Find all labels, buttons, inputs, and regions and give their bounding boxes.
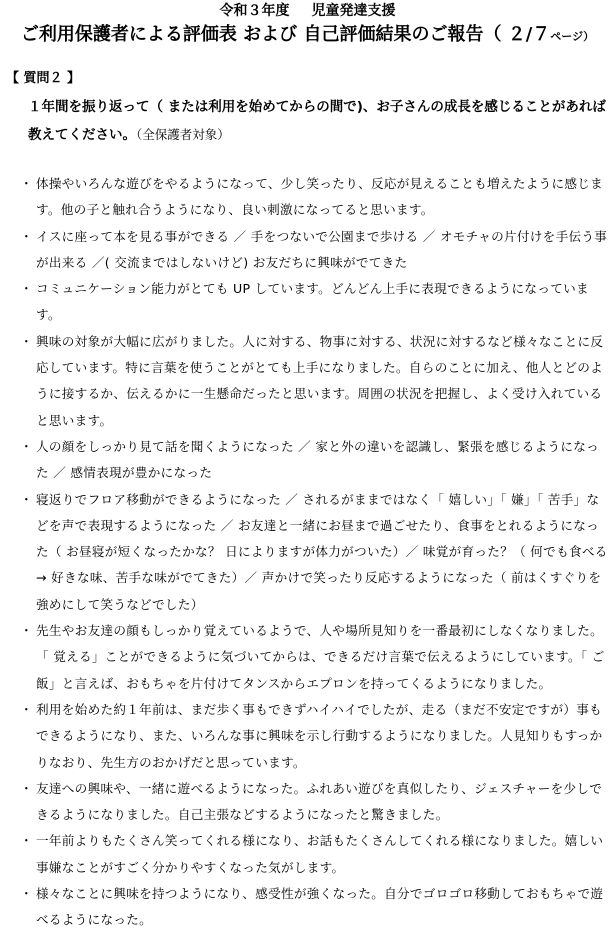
answer-item	[6, 224, 609, 277]
answer-text: コミュニケーション能力がとても UP しています。どんどん上手に表現できるようになっています。	[36, 281, 589, 323]
answer-item	[6, 697, 609, 776]
answer-item	[6, 487, 609, 618]
answer-item	[6, 276, 609, 329]
answer-item	[6, 434, 609, 487]
report-header	[0, 2, 615, 49]
answer-item	[6, 828, 609, 881]
answer-text: イスに座って本を見る事ができる ／ 手をつないで公園まで歩ける ／ オモチャの片付けを手伝う事が出来る ／( 交流まではしないけど) お友だちに興味がでてきた	[36, 228, 608, 270]
bullet-mark: ・	[20, 438, 33, 454]
bullet-mark: ・	[20, 701, 33, 717]
service-name: 児童発達支援	[311, 3, 396, 19]
question-text-main: 教えてください。	[28, 127, 136, 143]
answer-text: 興味の対象が大幅に広がりました。人に対する、物事に対する、状況に対するなど様々なことに反応しています。特に言葉を使うことがとても上手になりました。自らのことに加え、他人とどのように接するか、伝えるかに一生懸命だったと思います。周囲の状況を把握し、よく受け入れていると思います。	[36, 333, 604, 428]
answer-text: 様々なことに興味を持つようになり、感受性が強くなった。自分でゴロゴロ移動しておもちゃで遊べるようになった。	[36, 886, 604, 928]
answer-text: 体操やいろんな遊びをやるようになって、少し笑ったり、反応が見えることも増えたように感じます。他の子と触れ合うようになり、良い刺激になってると思います。	[36, 176, 604, 218]
bullet-mark: ・	[20, 228, 33, 244]
answer-item	[6, 171, 609, 224]
answer-item	[6, 329, 609, 434]
question-text-line1: １年間を振り返って（ または利用を始めてからの間で)、お子さんの成長を感じることがあれば	[28, 99, 606, 115]
bullet-mark: ・	[20, 886, 33, 902]
question-text-line2	[28, 121, 609, 149]
bullet-mark: ・	[20, 833, 33, 849]
answer-text: 一年前よりもたくさん笑ってくれる様になり、お話もたくさんしてくれる様になりました。嬉しい事嫌なことがすごく分かりやすくなった気がします。	[36, 833, 604, 875]
bullet-mark: ・	[20, 491, 33, 507]
answer-item	[6, 618, 609, 697]
question-target-note: （全保護者対象）	[136, 127, 230, 142]
question-text	[28, 94, 609, 149]
answer-item	[6, 881, 609, 934]
bullet-mark: ・	[20, 176, 33, 191]
answer-text: 利用を始めた約１年前は、まだ歩く事もできずハイハイでしたが、走る（まだ不安定ですが）事もできるようになり、また、いろんな事に興味を示し行動するようになりました。人見知りもすっかりなおり、先生方のおかげだと思っています。	[36, 701, 603, 770]
fiscal-year: 令和３年度	[219, 3, 290, 19]
bullet-mark: ・	[20, 623, 33, 639]
answer-text: 先生やお友達の顔もしっかり覚えているようで、人や場所見知りを一番最初にしなくなりました。「 覚える」ことができるように気づいてからは、できるだけ言葉で伝えるようにしています。「 ご飯」と言えば、おもちゃを片付けてタンスからエプロンを持ってくるようになりました。	[36, 623, 605, 691]
bullet-mark: ・	[20, 333, 33, 349]
answer-text: 友達への興味や、一緒に遊べるようになった。ふれあい遊びを真似したり、ジェスチャーを少しできるようになりました。自己主張などするようになったと驚きました。	[36, 780, 603, 823]
question-section	[6, 70, 609, 934]
header-subtitle	[0, 2, 615, 20]
answer-text: 寝返りでフロア移動ができるようになった ／ されるがままではなく「 嬉しい」「 嫌」「 苦手」などを声で表現するようになった ／ お友達と一緒にお昼まで過ごせたり、食事をとれるようになった（ お昼寝が短くなったかな？ 日によりますが体力がついた）／ 味覚が育った？（ 何でも食べる → 好きな味、苦手な味がでてきた）／ 声かけで笑ったり反応するようになった（ 前はくすぐりを強めにして笑うなどでした）	[36, 491, 608, 612]
bullet-mark: ・	[20, 780, 33, 796]
bullet-mark: ・	[20, 281, 33, 297]
question-label: 【 質問２ 】	[6, 71, 81, 86]
answer-list	[6, 171, 609, 934]
report-title	[0, 23, 615, 49]
report-title-main: ご利用保護者による評価表 および 自己評価結果のご報告（ ２/７	[20, 24, 551, 45]
answer-text: 人の顔をしっかり見て話を聞くようになった ／ 家と外の違いを認識し、緊張を感じるようになった ／ 感情表現が豊かになった	[36, 438, 600, 481]
answer-item	[6, 776, 609, 829]
page-unit: ページ）	[550, 30, 595, 43]
